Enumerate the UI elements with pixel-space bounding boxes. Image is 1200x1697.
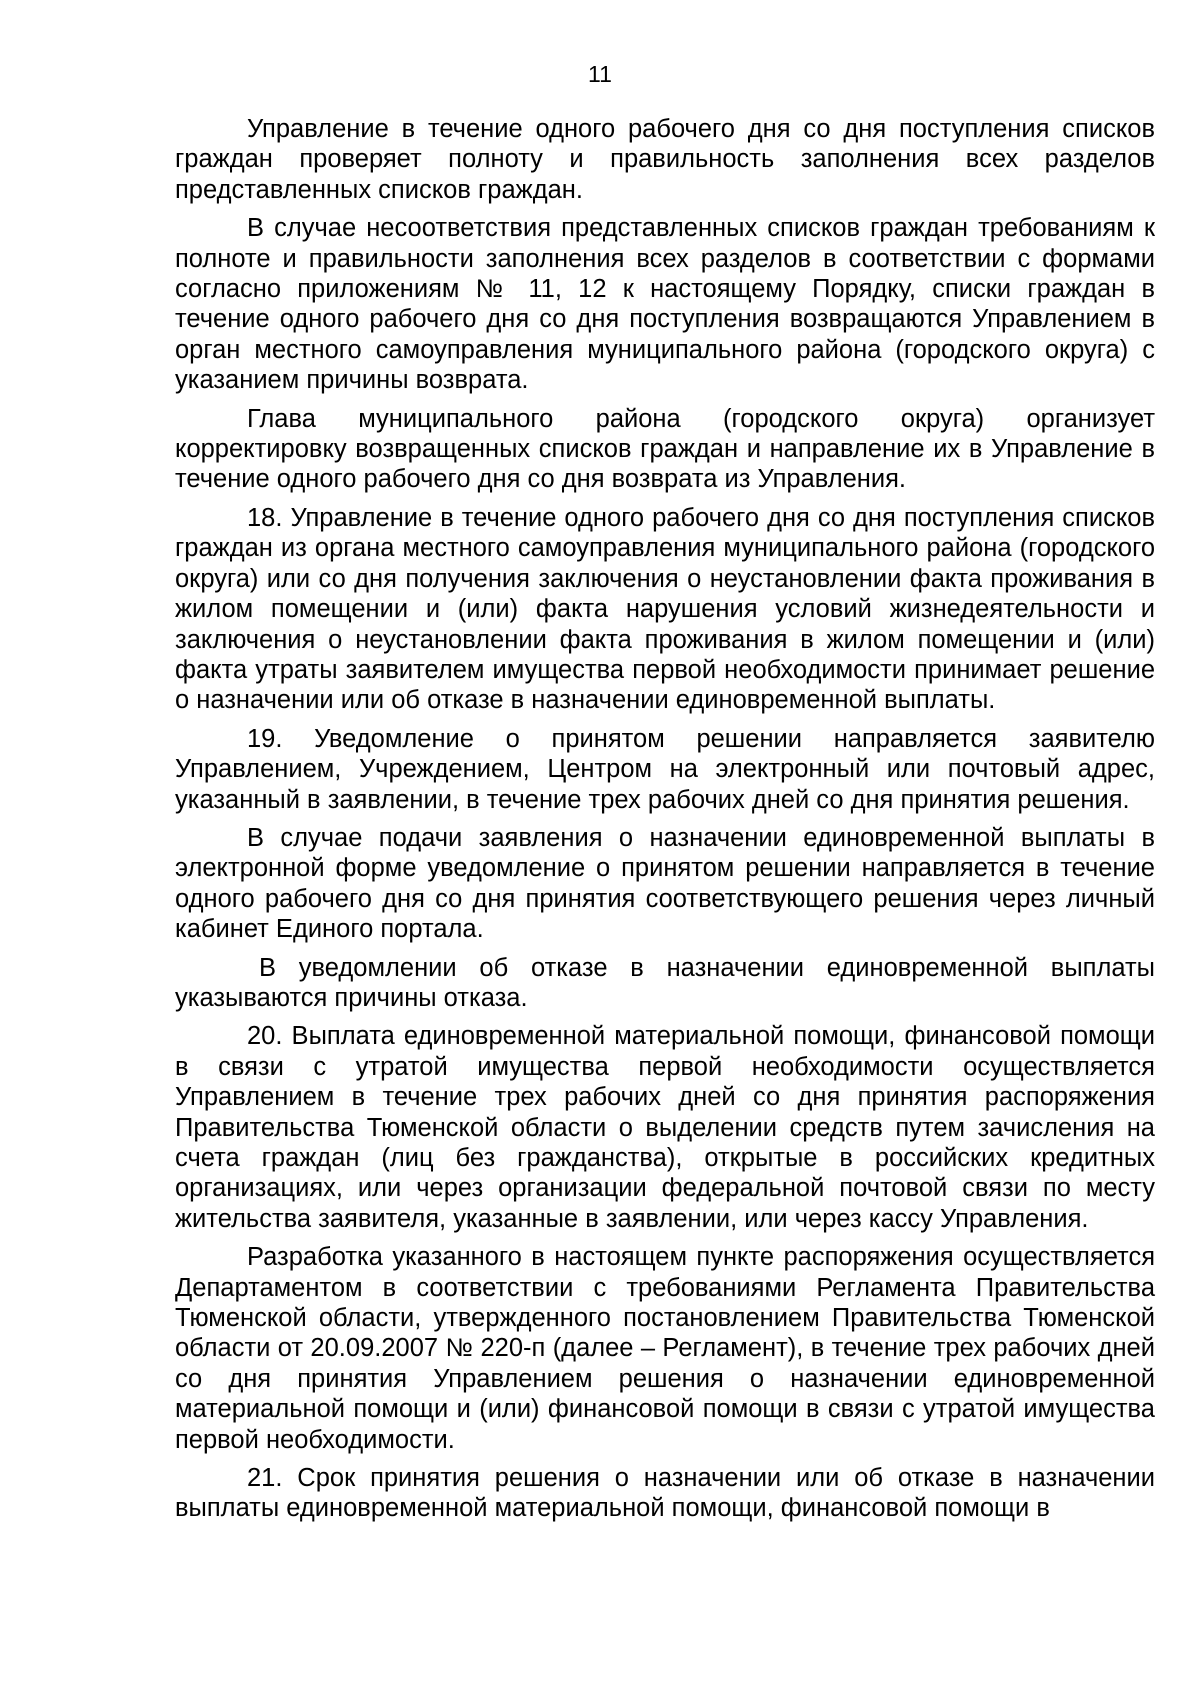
paragraph: В случае подачи заявления о назначении единовременной выплаты в электронной форме уведомление о принятом решении направляется в течение одного рабочего дня со дня принятия соответствующего решения через личный кабинет Единого портала.	[175, 823, 1155, 944]
paragraph: Разработка указанного в настоящем пункте распоряжения осуществляется Департаментом в соответствии с требованиями Регламента Правительства Тюменской области, утвержденного постановлением Правительства Тюменской области от 20.09.2007 № 220-п (далее – Регламент), в течение трех рабочих дней со дня принятия Управлением решения о назначении единовременной материальной помощи и (или) финансовой помощи в связи с утратой имущества первой необходимости.	[175, 1243, 1155, 1454]
paragraph: Глава муниципального района (городского округа) организует корректировку возвращенных списков граждан и направление их в Управление в течение одного рабочего дня со дня возврата из Управления.	[175, 404, 1155, 494]
document-body	[175, 114, 1155, 1532]
paragraph: В случае несоответствия представленных списков граждан требованиям к полноте и правильности заполнения всех разделов в соответствии с формами согласно приложениям № 11, 12 к настоящему Порядку, списки граждан в течение одного рабочего дня со дня поступления возвращаются Управлением в орган местного самоуправления муниципального района (городского округа) с указанием причины возврата.	[175, 214, 1155, 395]
paragraph: В уведомлении об отказе в назначении единовременной выплаты указываются причины отказа.	[175, 953, 1155, 1012]
paragraph: 21. Срок принятия решения о назначении или об отказе в назначении выплаты единовременной материальной помощи, финансовой помощи в	[175, 1464, 1155, 1523]
paragraph: Управление в течение одного рабочего дня со дня поступления списков граждан проверяет полноту и правильность заполнения всех разделов представленных списков граждан.	[175, 115, 1155, 204]
paragraph: 19. Уведомление о принятом решении направляется заявителю Управлением, Учреждением, Центром на электронный или почтовый адрес, указанный в заявлении, в течение трех рабочих дней со дня принятия решения.	[175, 724, 1155, 814]
paragraph: 18. Управление в течение одного рабочего дня со дня поступления списков граждан из органа местного самоуправления муниципального района (городского округа) или со дня получения заключения о неустановлении факта проживания в жилом помещении и (или) факта нарушения условий жизнедеятельности и заключения о неустановлении факта проживания в жилом помещении и (или) факта утраты заявителем имущества первой необходимости принимает решение о назначении или об отказе в назначении единовременной выплаты.	[175, 503, 1155, 715]
page-number: 11	[588, 61, 612, 87]
paragraph: 20. Выплата единовременной материальной помощи, финансовой помощи в связи с утратой имущества первой необходимости осуществляется Управлением в течение трех рабочих дней со дня принятия распоряжения Правительства Тюменской области о выделении средств путем зачисления на счета граждан (лиц без гражданства), открытые в российских кредитных организациях, или через организации федеральной почтовой связи по месту жительства заявителя, указанные в заявлении, или через кассу Управления.	[175, 1022, 1155, 1233]
